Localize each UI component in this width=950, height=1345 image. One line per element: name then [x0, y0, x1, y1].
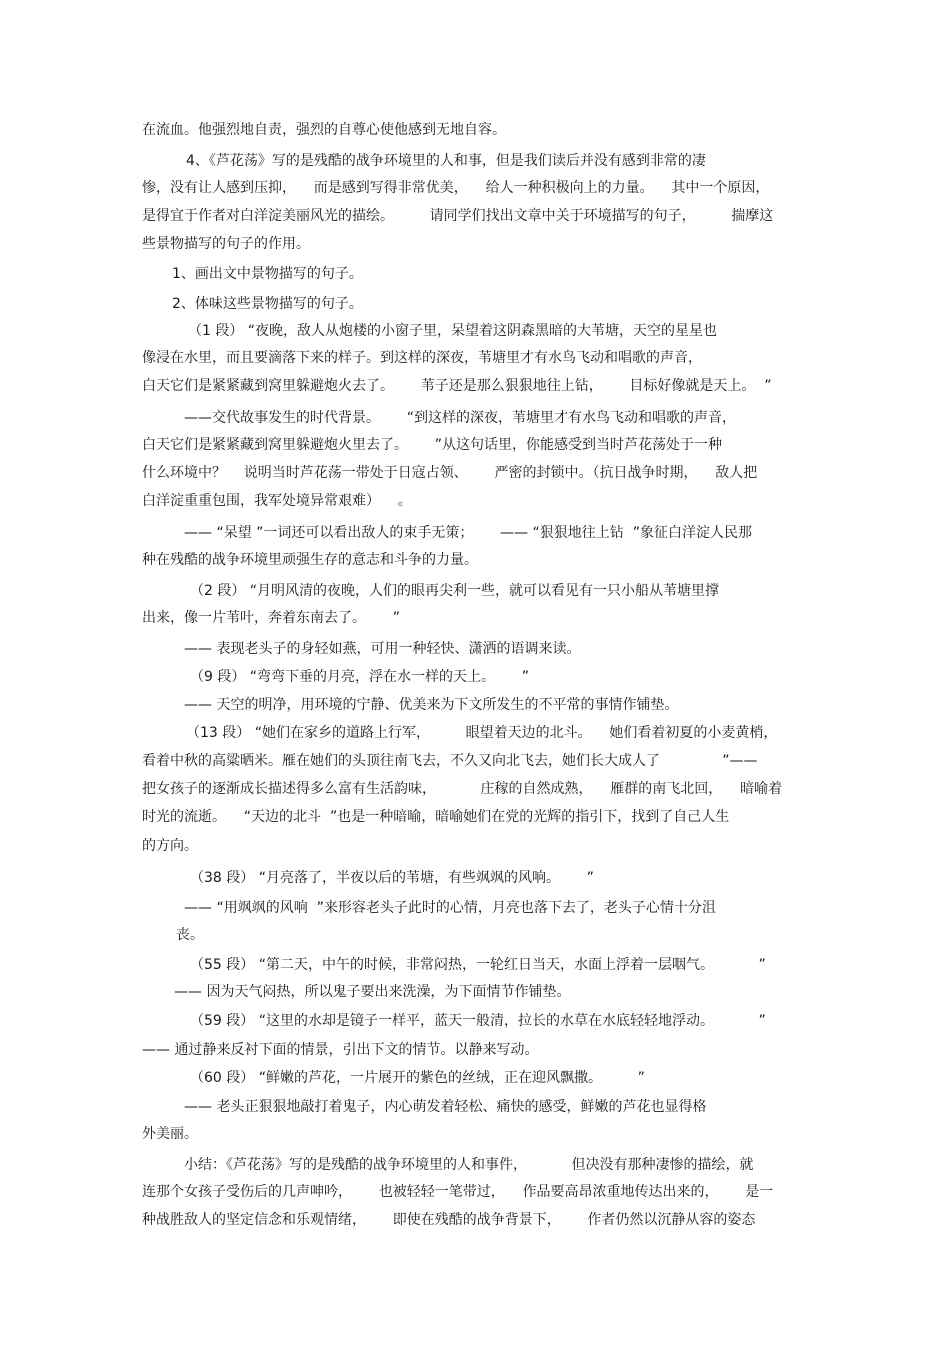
- text-line: 惨，没有让人感到压抑， 而是感到写得非常优美， 给人一种积极向上的力量。 其中一个原因，: [142, 180, 770, 196]
- text-line: （59 段） “这里的水却是镜子一样平，蓝天一般清，拉长的水草在水底轻轻地浮动。 ”: [190, 1013, 766, 1029]
- text-line: 种战胜敌人的坚定信念和乐观情绪， 即使在残酷的战争背景下， 作者仍然以沉静从容的姿态: [142, 1212, 756, 1228]
- text-line: 外美丽。: [142, 1126, 198, 1142]
- text-line: 种在残酷的战争环境里顽强生存的意志和斗争的力量。: [142, 552, 478, 568]
- text-line: —— “呆望 ”一词还可以看出敌人的束手无策； —— “狠狠地往上钻 ”象征白洋淀人民那: [184, 525, 752, 541]
- text-line: 4、《芦花荡》写的是残酷的战争环境里的人和事，但是我们读后并没有感到非常的凄: [186, 153, 706, 169]
- text-line: 小结：《芦花荡》写的是残酷的战争环境里的人和事件， 但决没有那种凄惨的描绘，就: [184, 1157, 754, 1173]
- text-line: 白天它们是紧紧藏到窝里躲避炮火里去了。 ”从这句话里，你能感受到当时芦花荡处于一种: [142, 437, 722, 453]
- text-line: （1 段） “夜晚，敌人从炮楼的小窗子里，呆望着这阴森黑暗的大苇塘，天空的星星也: [188, 323, 718, 339]
- text-line: 时光的流逝。 “天边的北斗 ”也是一种暗喻，暗喻她们在党的光辉的指引下，找到了自己人生: [142, 809, 730, 825]
- text-line: （2 段） “月明风清的夜晚，人们的眼再尖利一些，就可以看见有一只小船从苇塘里撑: [190, 583, 720, 599]
- text-line: —— 天空的明净，用环境的宁静、优美来为下文所发生的不平常的事情作铺垫。: [184, 697, 679, 713]
- text-line: （9 段） “弯弯下垂的月亮，浮在水一样的天上。 ”: [190, 669, 530, 685]
- text-line: 像浸在水里，而且要滴落下来的样子。到这样的深夜，苇塘里才有水鸟飞动和唱歌的声音，: [142, 350, 702, 366]
- text-line: 1、画出文中景物描写的句子。: [172, 266, 363, 282]
- text-line: 些景物描写的句子的作用。: [142, 236, 310, 252]
- text-line: ——交代故事发生的时代背景。 “到这样的深夜，苇塘里才有水鸟飞动和唱歌的声音，: [184, 410, 736, 426]
- text-line: 把女孩子的逐渐成长描述得多么富有生活韵味， 庄稼的自然成熟， 雁群的南飞北回， 暗喻着: [142, 781, 783, 797]
- text-line: （60 段） “鲜嫩的芦花，一片展开的紫色的丝绒，正在迎风飘撒。 ”: [190, 1070, 645, 1086]
- text-line: —— 因为天气闷热，所以鬼子要出来洗澡，为下面情节作铺垫。: [174, 984, 571, 1000]
- text-line: —— 老头正狠狠地敲打着鬼子，内心萌发着轻松、痛快的感受，鲜嫩的芦花也显得格: [184, 1099, 707, 1115]
- text-line: 是得宜于作者对白洋淀美丽风光的描绘。 请同学们找出文章中关于环境描写的句子， 揣摩这: [142, 208, 774, 224]
- text-line: 丧。: [176, 927, 204, 943]
- text-line: 白洋淀重重包围，我军处境异常艰难） 。: [142, 493, 412, 509]
- text-line: 什么环境中？ 说明当时芦花荡一带处于日寇占领、 严密的封锁中。（抗日战争时期， 敌人把: [142, 465, 758, 481]
- text-line: （55 段） “第二天，中午的时候，非常闷热，一轮红日当天，水面上浮着一层咽气。 ”: [190, 957, 766, 973]
- text-line: —— 通过静来反衬下面的情景，引出下文的情节。以静来写动。: [142, 1042, 539, 1058]
- text-line: —— “用飒飒的风响 ”来形容老头子此时的心情，月亮也落下去了，老头子心情十分沮: [184, 900, 716, 916]
- text-line: 看着中秋的高粱晒米。雁在她们的头顶往南飞去，不久又向北飞去，她们长大成人了 ”——: [142, 753, 758, 769]
- text-line: 连那个女孩子受伤后的几声呻吟， 也被轻轻一笔带过， 作品要高昂浓重地传达出来的， 是一: [142, 1184, 774, 1200]
- text-line: 白天它们是紧紧藏到窝里躲避炮火去了。 苇子还是那么狠狠地往上钻， 目标好像就是天上。 ”: [142, 378, 772, 394]
- text-line: （38 段） “月亮落了，半夜以后的苇塘，有些飒飒的风响。 ”: [190, 870, 594, 886]
- text-line: 的方向。: [142, 838, 198, 854]
- text-line: 出来，像一片苇叶，奔着东南去了。 ”: [142, 610, 400, 626]
- text-line: 在流血。他强烈地自责，强烈的自尊心使他感到无地自容。: [142, 122, 506, 138]
- text-line: （13 段） “她们在家乡的道路上行军， 眼望着天边的北斗。 她们看着初夏的小麦黄梢，: [186, 725, 778, 741]
- text-line: —— 表现老头子的身轻如燕，可用一种轻快、潇洒的语调来读。: [184, 641, 581, 657]
- text-line: 2、体味这些景物描写的句子。: [172, 296, 363, 312]
